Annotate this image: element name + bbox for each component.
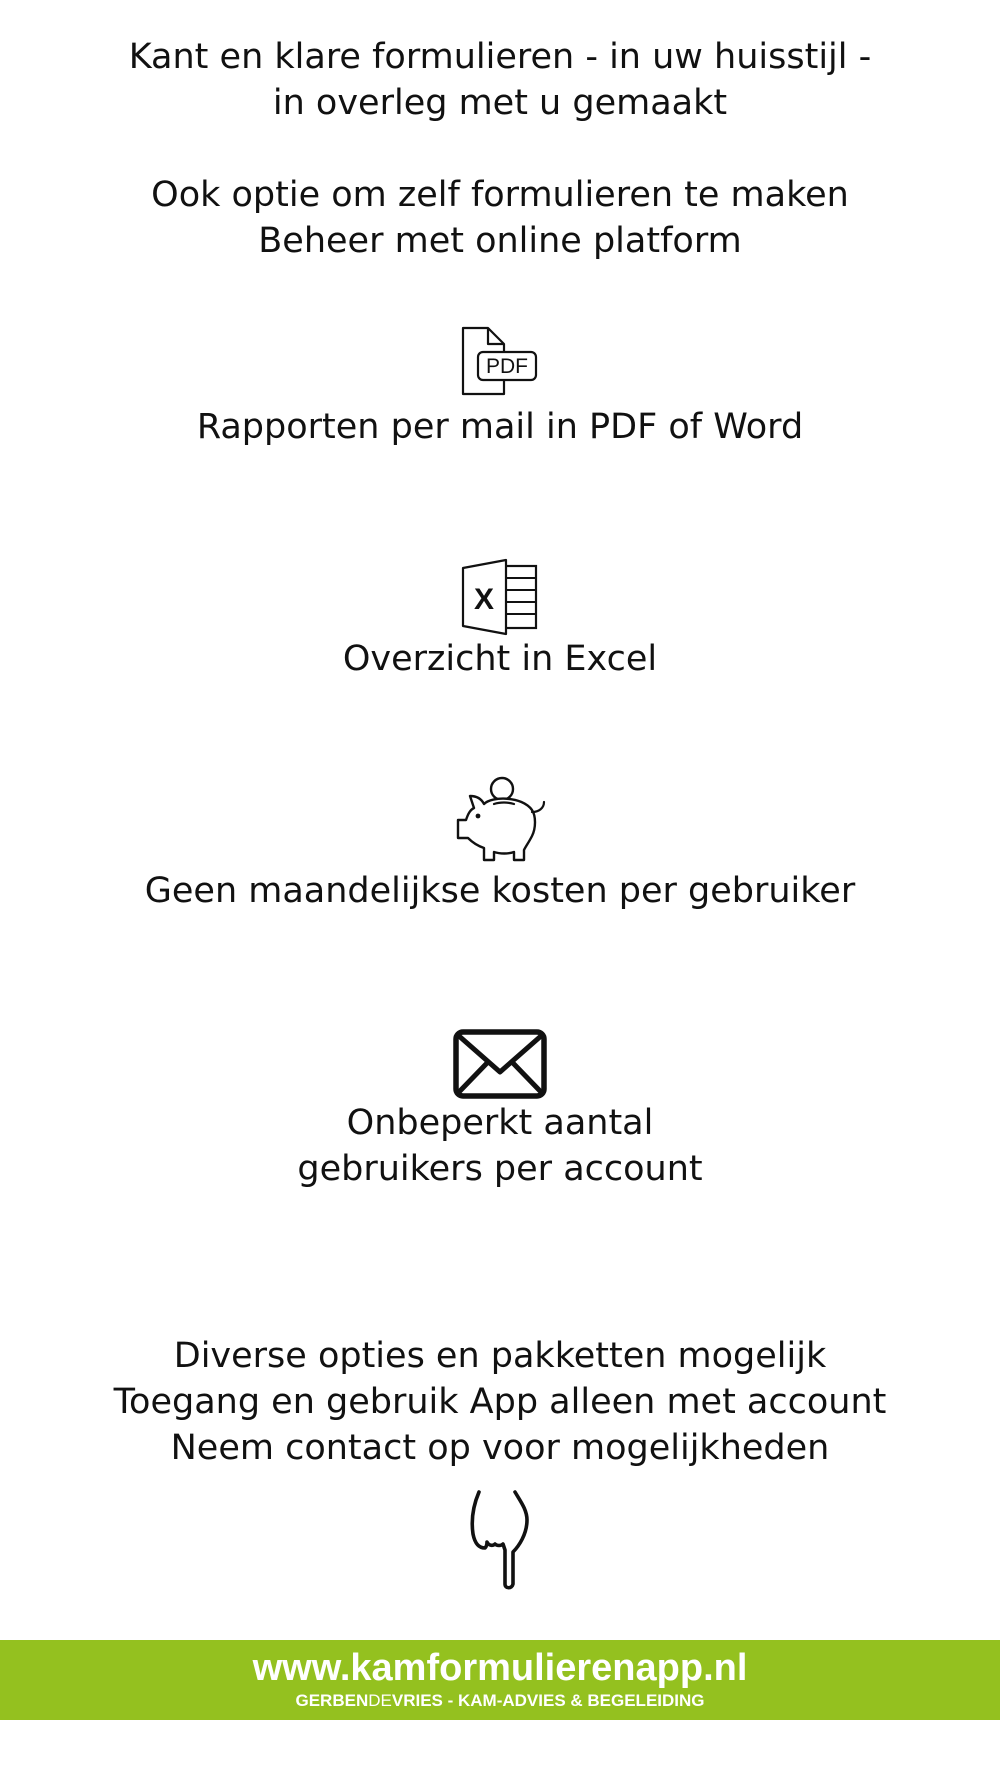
- excel-icon-text: X: [473, 583, 495, 616]
- intro-line-2: in overleg met u gemaakt: [272, 83, 728, 123]
- footer-company-part-3: VRIES - KAM-ADVIES & BEGELEIDING: [391, 1691, 705, 1710]
- own-forms-line-2: Beheer met online platform: [258, 221, 742, 261]
- feature-excel-line-1: Overzicht in Excel: [342, 639, 658, 679]
- piggy-bank-icon: [452, 776, 548, 864]
- feature-users-label: [0, 1100, 1000, 1192]
- packages-line-1: Diverse opties en pakketten mogelijk: [173, 1336, 827, 1376]
- pdf-file-icon: [460, 325, 540, 397]
- intro-line-1: Kant en klare formulieren - in uw huisstijl -: [128, 37, 872, 77]
- own-forms-line-1: Ook optie om zelf formulieren te maken: [151, 175, 849, 215]
- feature-costs-label: [0, 868, 1000, 914]
- pointing-down-hand-icon: [465, 1488, 535, 1592]
- feature-users-line-2: gebruikers per account: [297, 1149, 703, 1189]
- footer-company-part-1: GERBEN: [295, 1691, 369, 1710]
- feature-pdf-label: [0, 404, 1000, 450]
- footer-company-name: [0, 1690, 1000, 1712]
- intro-text: [0, 34, 1000, 126]
- packages-line-3: Neem contact op voor mogelijkheden: [170, 1428, 830, 1468]
- footer-banner: [0, 1640, 1000, 1720]
- footer-company-part-2: DE: [368, 1691, 392, 1710]
- footer-website-link[interactable]: www.kamformulierenapp.nl: [252, 1647, 748, 1689]
- feature-excel-label: [0, 636, 1000, 682]
- packages-line-2: Toegang en gebruik App alleen met account: [113, 1382, 887, 1422]
- excel-file-icon: [460, 558, 540, 636]
- feature-users-line-1: Onbeperkt aantal: [346, 1103, 654, 1143]
- envelope-icon: [452, 1028, 548, 1100]
- own-forms-text: [0, 172, 1000, 264]
- packages-text: [0, 1333, 1000, 1471]
- pdf-icon-text: PDF: [486, 355, 528, 378]
- feature-costs-line-1: Geen maandelijkse kosten per gebruiker: [144, 871, 856, 911]
- feature-pdf-line-1: Rapporten per mail in PDF of Word: [196, 407, 804, 447]
